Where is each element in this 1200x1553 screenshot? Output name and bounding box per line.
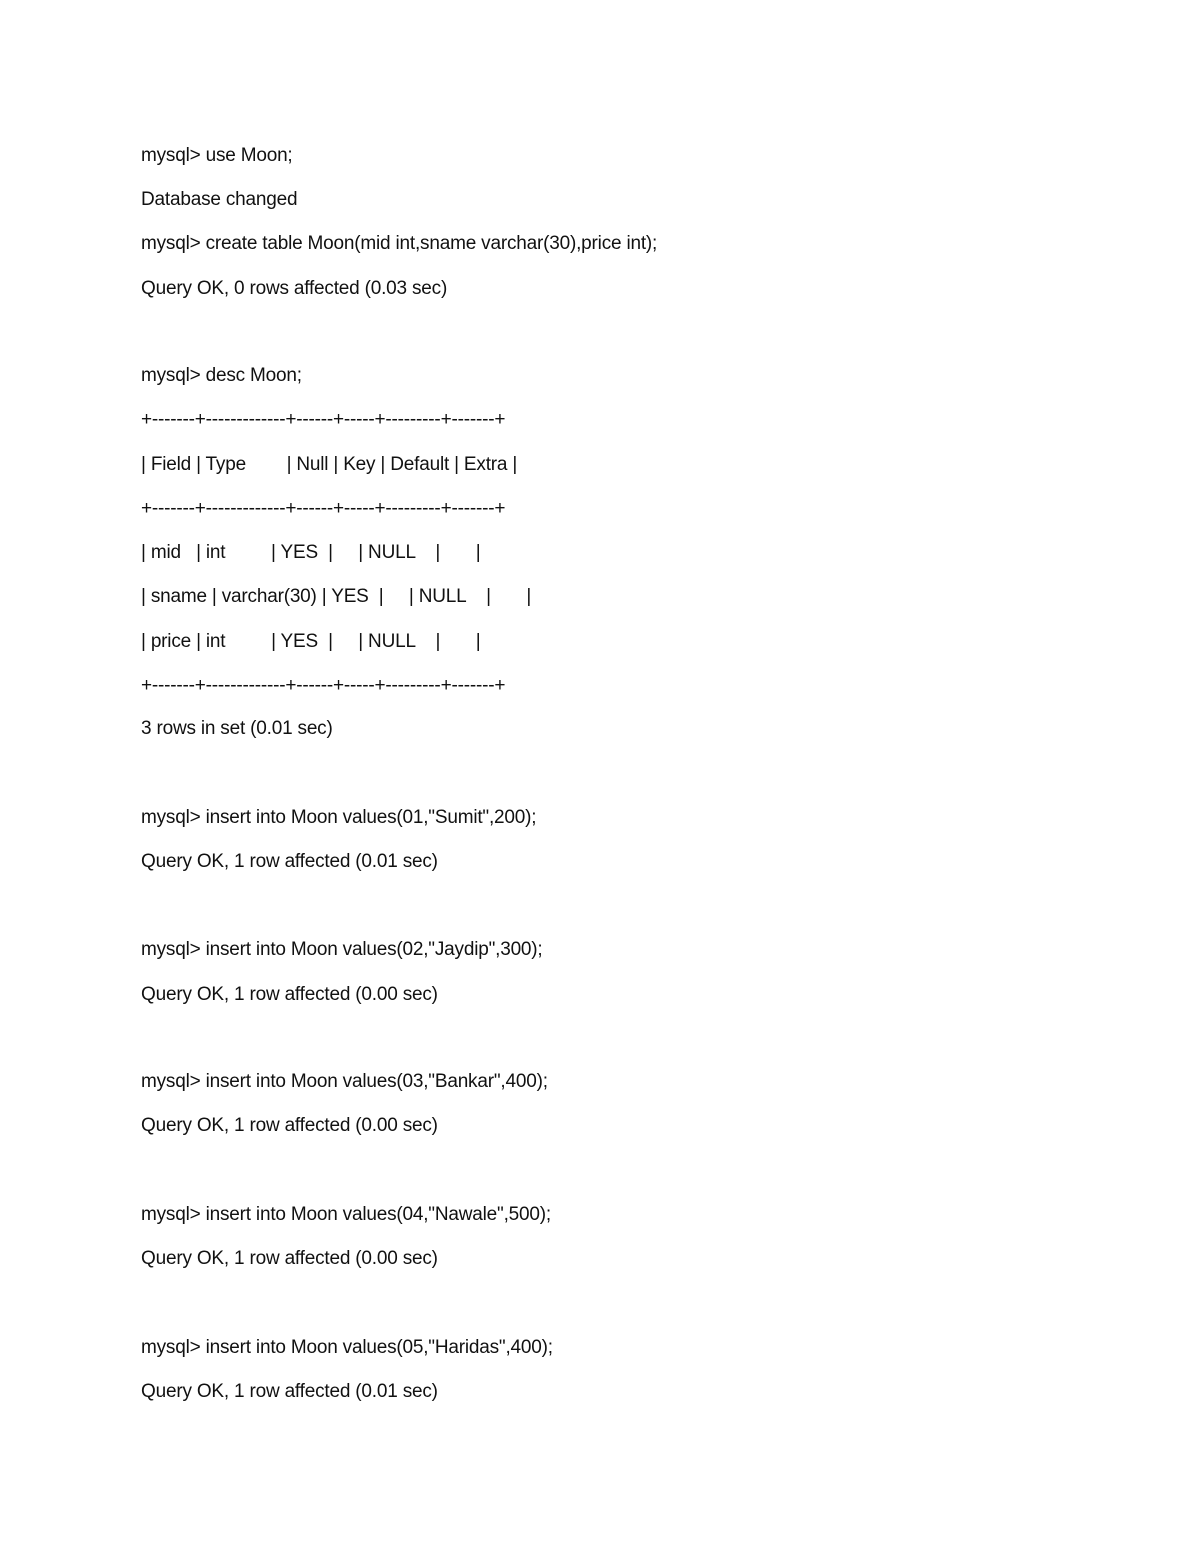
table-row-line: | price | int | YES | | NULL | | bbox=[141, 631, 481, 652]
text-line: mysql> desc Moon; bbox=[141, 365, 302, 386]
table-border-line: +-------+-------------+------+-----+---------+-------+ bbox=[141, 675, 506, 696]
text-line: mysql> insert into Moon values(02,"Jaydip",300); bbox=[141, 939, 543, 960]
text-line: Query OK, 1 row affected (0.01 sec) bbox=[141, 1381, 438, 1402]
text-line: mysql> create table Moon(mid int,sname varchar(30),price int); bbox=[141, 233, 658, 254]
text-line: mysql> insert into Moon values(04,"Nawale",500); bbox=[141, 1204, 551, 1225]
text-line: Query OK, 0 rows affected (0.03 sec) bbox=[141, 278, 448, 299]
table-header-line: | Field | Type | Null | Key | Default | Extra | bbox=[141, 454, 518, 475]
text-line: mysql> insert into Moon values(05,"Haridas",400); bbox=[141, 1337, 553, 1358]
text-line: mysql> insert into Moon values(03,"Bankar",400); bbox=[141, 1071, 548, 1092]
text-line: Query OK, 1 row affected (0.00 sec) bbox=[141, 984, 438, 1005]
text-line: mysql> use Moon; bbox=[141, 145, 293, 166]
table-row-line: | sname | varchar(30) | YES | | NULL | | bbox=[141, 586, 532, 607]
table-border-line: +-------+-------------+------+-----+---------+-------+ bbox=[141, 409, 506, 430]
text-line: Query OK, 1 row affected (0.01 sec) bbox=[141, 851, 438, 872]
text-line: 3 rows in set (0.01 sec) bbox=[141, 718, 333, 739]
text-line: Query OK, 1 row affected (0.00 sec) bbox=[141, 1248, 438, 1269]
text-line: Query OK, 1 row affected (0.00 sec) bbox=[141, 1115, 438, 1136]
table-row-line: | mid | int | YES | | NULL | | bbox=[141, 542, 481, 563]
text-line: mysql> insert into Moon values(01,"Sumit",200); bbox=[141, 807, 537, 828]
table-border-line: +-------+-------------+------+-----+---------+-------+ bbox=[141, 498, 506, 519]
text-line: Database changed bbox=[141, 189, 298, 210]
